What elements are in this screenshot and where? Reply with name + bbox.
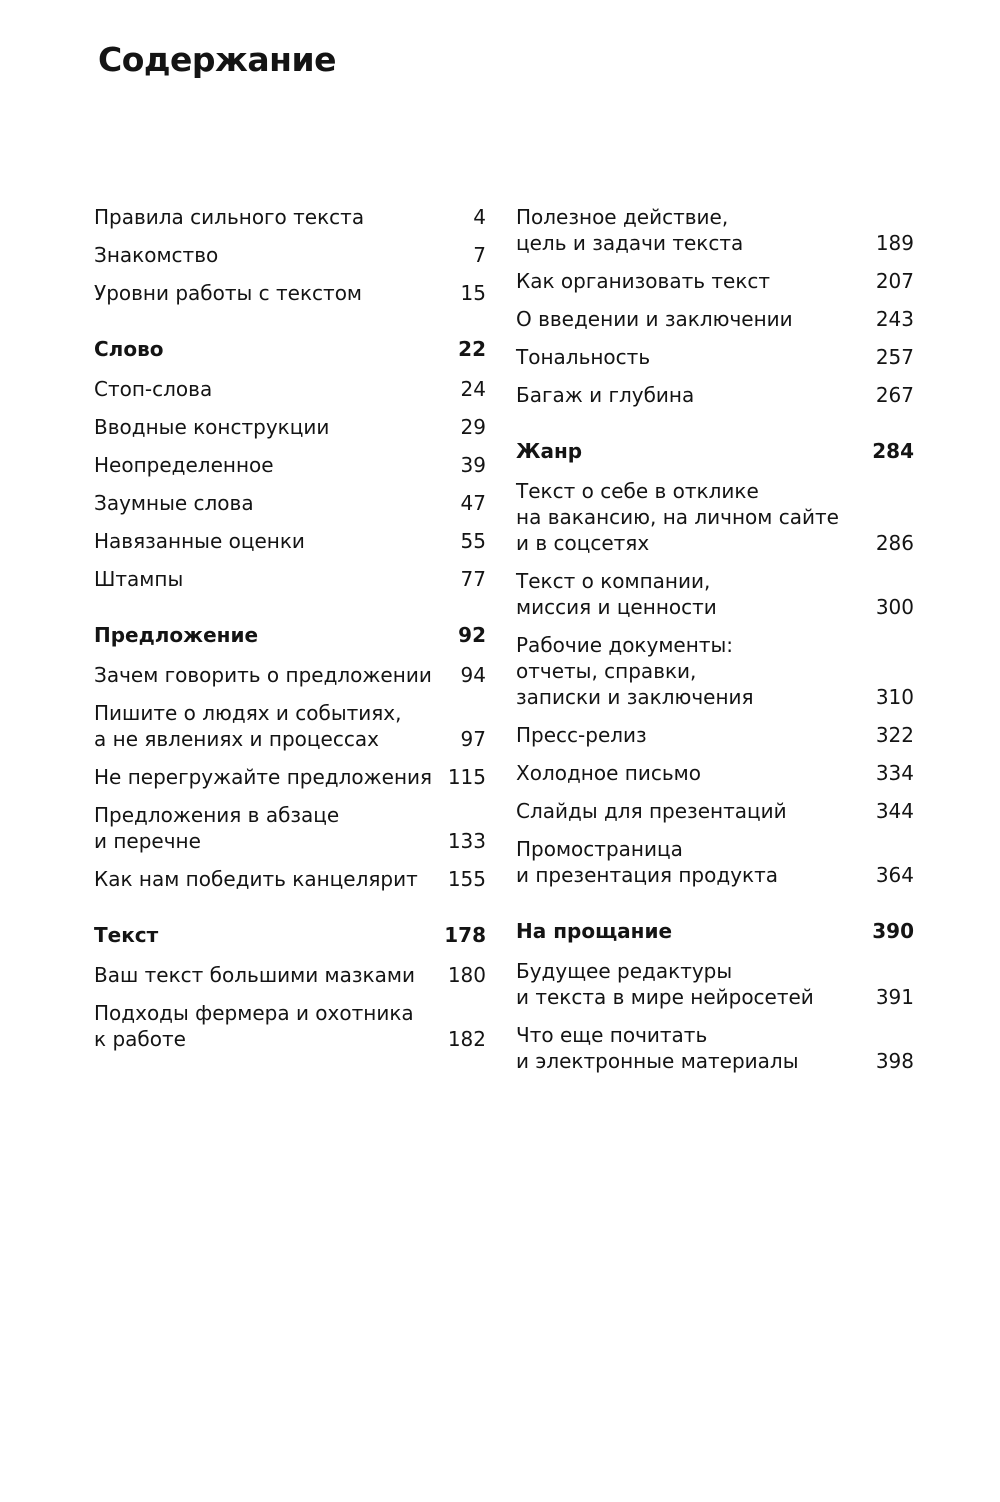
toc-entry-page-number: 29: [460, 415, 486, 439]
toc-entry-page-number: 189: [875, 231, 914, 255]
toc-entry-page-number: 24: [460, 377, 486, 401]
toc-entry: [516, 632, 914, 710]
toc-entry-title: Штампы: [94, 567, 184, 591]
toc-entry-page-number: 22: [458, 337, 486, 361]
toc-entry: [516, 268, 914, 294]
toc-entry-page-number: 364: [875, 863, 914, 887]
toc-entry: [516, 306, 914, 332]
toc-entry-page-number: 97: [460, 727, 486, 751]
toc-entry-page-number: 300: [875, 595, 914, 619]
toc-entry: [94, 528, 486, 554]
toc-entry: [516, 478, 914, 556]
toc-entry: [94, 764, 486, 790]
toc-entry-title: Предложения в абзаце и перечне: [94, 803, 340, 853]
toc-entry: [94, 1000, 486, 1052]
toc-entry-page-number: 7: [473, 243, 486, 267]
toc-entry-title: Уровни работы с текстом: [94, 281, 363, 305]
toc-entry-page-number: 15: [460, 281, 486, 305]
toc-entry-title: Текст о себе в отклике на вакансию, на личном сайте и в соцсетях: [516, 479, 839, 555]
toc-entry-page-number: 286: [875, 531, 914, 555]
toc-entry-title: Как организовать текст: [516, 269, 771, 293]
toc-entry-title: Правила сильного текста: [94, 205, 365, 229]
toc-entry-title: Вводные конструкции: [94, 415, 330, 439]
toc-entry-title: Холодное письмо: [516, 761, 701, 785]
toc-entry-page-number: 115: [447, 765, 486, 789]
toc-column-right: [516, 204, 914, 1086]
toc-entry-page-number: 243: [875, 307, 914, 331]
toc-entry-page-number: 55: [460, 529, 486, 553]
toc-entry-title: Текст о компании, миссия и ценности: [516, 569, 717, 619]
toc-entry-page-number: 207: [875, 269, 914, 293]
toc-entry-page-number: 391: [875, 985, 914, 1009]
toc-section-heading: [94, 336, 486, 362]
toc-entry: [516, 958, 914, 1010]
toc-entry-title: Предложение: [94, 623, 259, 647]
toc-entry-title: Жанр: [516, 439, 583, 463]
toc-entry-title: Текст: [94, 923, 159, 947]
toc-entry: [94, 490, 486, 516]
toc-entry: [516, 204, 914, 256]
toc-entry-page-number: 322: [875, 723, 914, 747]
toc-section-heading: [516, 438, 914, 464]
toc-entry-page-number: 180: [447, 963, 486, 987]
toc-entry: [94, 452, 486, 478]
toc-entry-page-number: 398: [875, 1049, 914, 1073]
toc-entry-title: Подходы фермера и охотника к работе: [94, 1001, 414, 1051]
toc-entry: [516, 382, 914, 408]
toc-entry-title: Пресс-релиз: [516, 723, 647, 747]
toc-entry-title: Пишите о людях и событиях, а не явлениях и процессах: [94, 701, 402, 751]
toc-entry-title: Тональность: [516, 345, 651, 369]
toc-entry-title: Как нам победить канцелярит: [94, 867, 418, 891]
toc-entry-page-number: 257: [875, 345, 914, 369]
toc-entry-page-number: 267: [875, 383, 914, 407]
page-title: Содержание: [98, 40, 336, 79]
toc-entry-title: Неопределенное: [94, 453, 274, 477]
toc-entry-title: Навязанные оценки: [94, 529, 305, 553]
toc-entry: [516, 722, 914, 748]
toc-entry-title: Слово: [94, 337, 164, 361]
toc-entry: [516, 836, 914, 888]
toc-entry-title: Знакомство: [94, 243, 219, 267]
toc-entry: [516, 798, 914, 824]
toc-entry-title: Ваш текст большими мазками: [94, 963, 415, 987]
toc-section-heading: [94, 622, 486, 648]
toc-entry-title: Будущее редактуры и текста в мире нейросетей: [516, 959, 814, 1009]
toc-entry: [94, 962, 486, 988]
toc-entry-page-number: 94: [460, 663, 486, 687]
toc-entry: [516, 344, 914, 370]
toc-entry-page-number: 92: [458, 623, 486, 647]
toc-entry: [516, 568, 914, 620]
toc-entry-title: На прощание: [516, 919, 673, 943]
toc-entry-page-number: 344: [875, 799, 914, 823]
toc-entry-title: Промостраница и презентация продукта: [516, 837, 779, 887]
toc-entry-title: Зачем говорить о предложении: [94, 663, 432, 687]
toc-entry: [94, 700, 486, 752]
toc-entry-page-number: 390: [872, 919, 914, 943]
toc-entry: [516, 760, 914, 786]
toc-entry-page-number: 155: [447, 867, 486, 891]
toc-entry: [94, 566, 486, 592]
toc-entry-title: Не перегружайте предложения: [94, 765, 433, 789]
toc-section-heading: [516, 918, 914, 944]
toc-entry-title: Заумные слова: [94, 491, 254, 515]
toc-column-left: [94, 204, 486, 1064]
toc-entry-title: Багаж и глубина: [516, 383, 695, 407]
toc-entry: [94, 280, 486, 306]
toc-entry-title: Стоп-слова: [94, 377, 213, 401]
toc-entry-page-number: 310: [875, 685, 914, 709]
toc-entry: [94, 376, 486, 402]
toc-entry-title: Слайды для презентаций: [516, 799, 787, 823]
toc-entry-page-number: 178: [444, 923, 486, 947]
toc-entry: [94, 414, 486, 440]
toc-section-heading: [94, 922, 486, 948]
toc-entry: [94, 204, 486, 230]
toc-entry-page-number: 334: [875, 761, 914, 785]
toc-entry-title: Полезное действие, цель и задачи текста: [516, 205, 744, 255]
toc-entry-page-number: 284: [872, 439, 914, 463]
toc-entry-title: Рабочие документы: отчеты, справки, записки и заключения: [516, 633, 754, 709]
toc-entry-page-number: 39: [460, 453, 486, 477]
toc-entry-page-number: 4: [473, 205, 486, 229]
toc-entry: [94, 802, 486, 854]
toc-entry-page-number: 47: [460, 491, 486, 515]
toc-entry: [94, 242, 486, 268]
toc-entry-title: О введении и заключении: [516, 307, 793, 331]
toc-entry-page-number: 182: [447, 1027, 486, 1051]
toc-entry: [94, 866, 486, 892]
toc-entry: [94, 662, 486, 688]
toc-entry-title: Что еще почитать и электронные материалы: [516, 1023, 799, 1073]
toc-entry: [516, 1022, 914, 1074]
toc-entry-page-number: 133: [447, 829, 486, 853]
toc-entry-page-number: 77: [460, 567, 486, 591]
